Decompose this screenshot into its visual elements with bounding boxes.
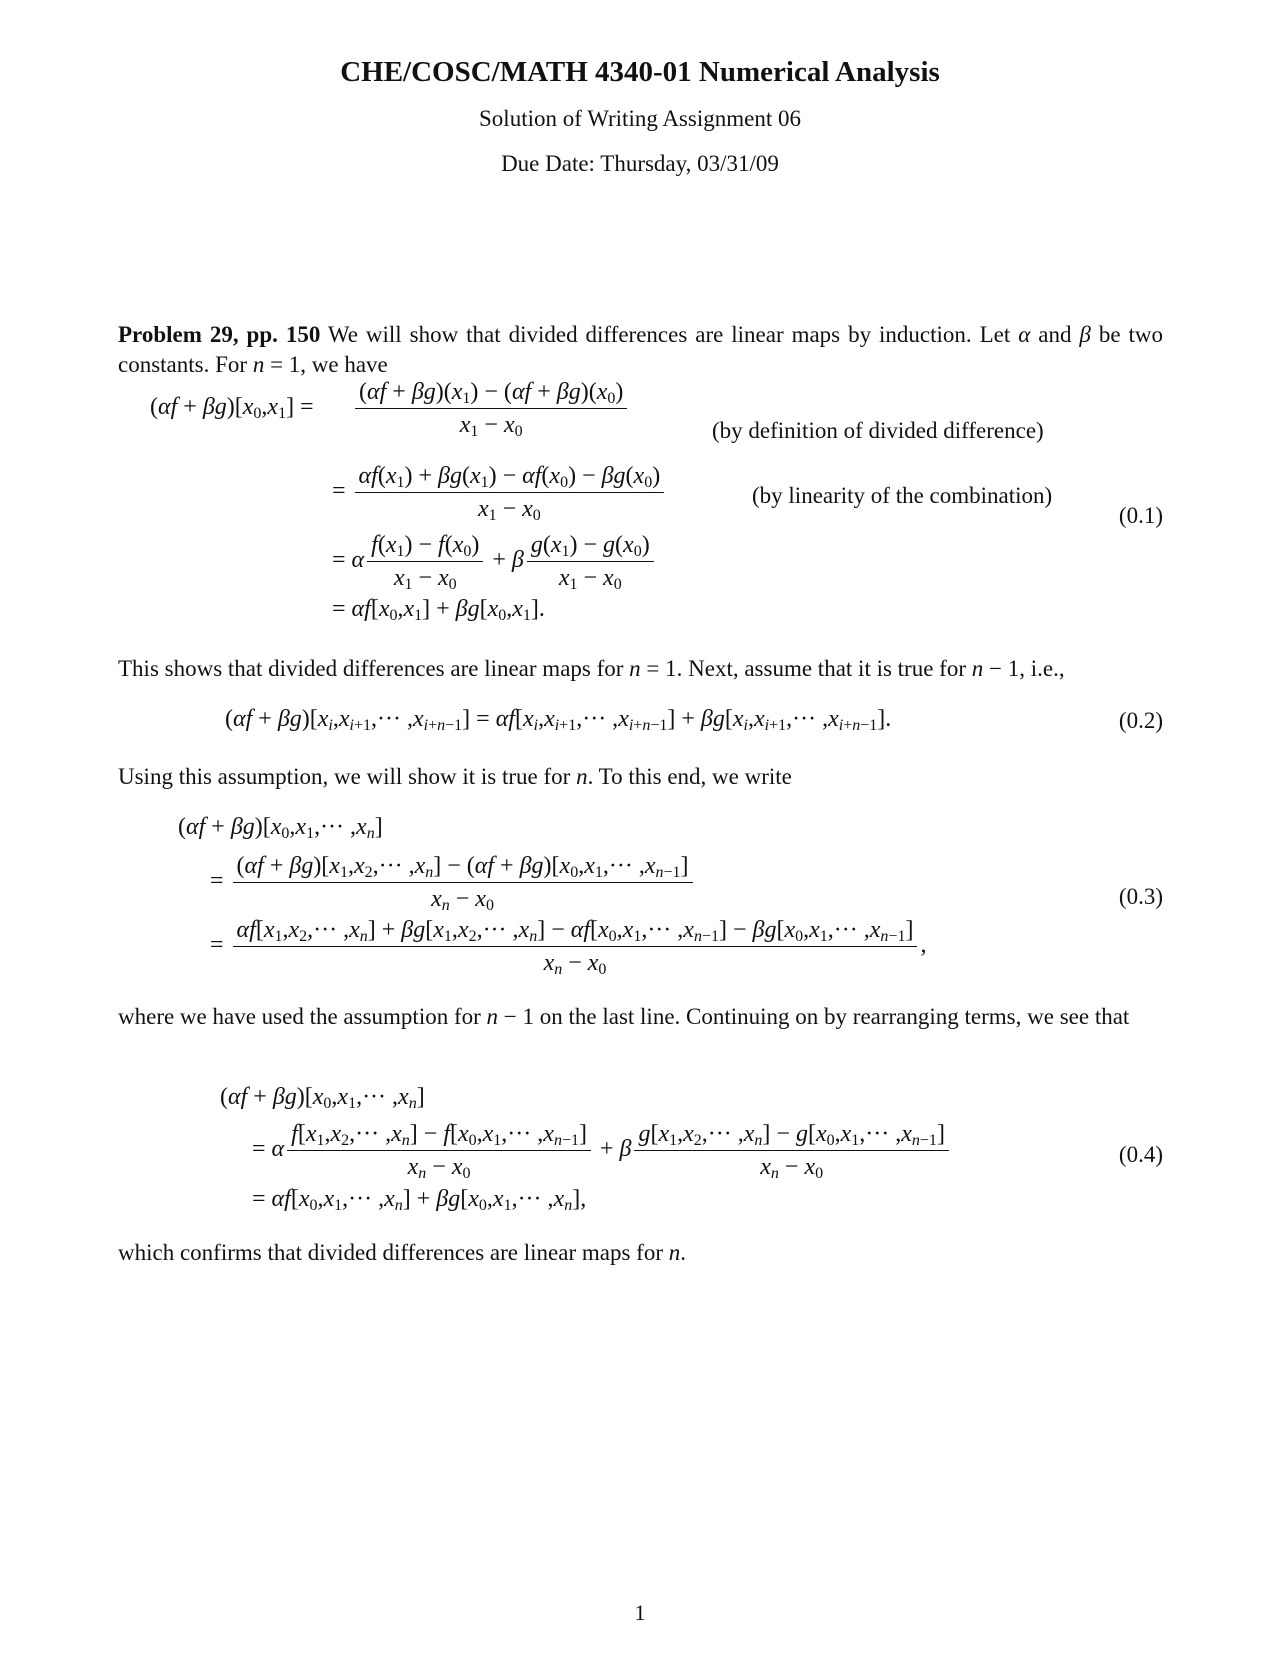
eq4-line1: = α $\frac{f[x_1,x_2,\cdot\cdot\cdot ,x_n] - f[x_0,x_1,\cdot\cdot\cdot ,x_{n-1}]}{x_n - x_0}$ + β $\frac{g[x_1,x_2,\cdot\cdot\cdot ,x_n] - g[x_0,x_1,\cdot\cdot\cdot ,x_{n-1}]}{x_n - x_0}$ [252, 1120, 952, 1181]
paragraph-conclusion: which confirms that divided differences are linear maps for n. [118, 1240, 686, 1265]
eq1-line2: = $\frac{\alpha f(x_1) + \beta g(x_1) - \alpha f(x_0) - \beta g(x_0)}{x_1 - x_0}$ [332, 462, 667, 523]
document-subtitle: Solution of Writing Assignment 06 [479, 106, 801, 131]
eq3-line2: = $\alpha f[x_1,x_2,\cdot\cdot\cdot ,x_n] + \beta g[x_1,x_2,\cdot\cdot\cdot ,x_n] - \alpha f[x_0,x_1,\cdot\cdot\cdot ,x_{n-1}] - \beta g[x_0,x_1,\cdot\cdot\cdot ,x_{n-1}]$ $x_n - x_0$ , [210, 917, 927, 978]
eq2: $(\alpha f + \beta g)[x_i,x_{i+1},\cdot\cdot\cdot ,x_{i+n-1}] = \alpha f[x_i,x_{i+1},\cdot\cdot\cdot ,x_{i+n-1}] + \beta g[x_i,x_{i+1},\cdot\cdot\cdot ,x_{i+n-1}]$. [225, 706, 892, 734]
eq1-lhs: $(\alpha f + \beta g)[x_0,x_1]$ = [150, 394, 314, 422]
note-definition: (by definition of divided difference) [712, 418, 1044, 443]
document-title: CHE/COSC/MATH 4340-01 Numerical Analysis [340, 56, 940, 88]
due-date: Due Date: Thursday, 03/31/09 [501, 151, 779, 176]
eq3-lhs: $(\alpha f + \beta g)[x_0,x_1,\cdot\cdot\cdot ,x_n]$ [178, 814, 383, 842]
equation-number-0-1: (0.1) [1118, 503, 1163, 528]
eq1-line3: = α $\frac{f(x_1) - f(x_0)}{x_1 - x_0}$ + β $\frac{g(x_1) - g(x_0)}{x_1 - x_0}$ [332, 531, 657, 592]
problem-label: Problem 29, pp. 150 [118, 322, 321, 347]
eq1-line1: $\frac{(\alpha f + \beta g)(x_1) - (\alpha f + \beta g)(x_0)}{x_1 - x_0}$ [352, 378, 630, 439]
eq3-line1: = $\frac{(\alpha f + \beta g)[x_1,x_2,\cdot\cdot\cdot ,x_n] - (\alpha f + \beta g)[x_0,x_1,\cdot\cdot\cdot ,x_{n-1}]}{x_n - x_0}$ [210, 852, 696, 913]
page-number: 1 [634, 1600, 646, 1625]
equation-number-0-4: (0.4) [1118, 1142, 1163, 1167]
equation-number-0-3: (0.3) [1118, 884, 1163, 909]
eq1-line4: = $\alpha f[x_0,x_1] + \beta g[x_0,x_1]$. [332, 596, 545, 624]
equation-number-0-2: (0.2) [1118, 708, 1163, 733]
paragraph-induction: This shows that divided differences are linear maps for n = 1. Next, assume that it is true for n − 1, i.e., [118, 656, 1065, 681]
paragraph-assumption: Using this assumption, we will show it is true for n. To this end, we write [118, 764, 792, 789]
eq4-line2: = $\alpha f[x_0,x_1,\cdot\cdot\cdot ,x_n] + \beta g[x_0,x_1,\cdot\cdot\cdot ,x_n]$, [252, 1186, 587, 1214]
note-linearity: (by linearity of the combination) [752, 483, 1053, 508]
paragraph-rearrange: where we have used the assumption for n − 1 on the last line. Continuing on by rearranging terms, we see that [118, 1004, 1130, 1029]
paragraph-intro: Problem 29, pp. 150 We will show that divided differences are linear maps by induction. Let α and β be two constants. For n = 1, we have [118, 322, 1164, 377]
eq4-lhs: $(\alpha f + \beta g)[x_0,x_1,\cdot\cdot\cdot ,x_n]$ [220, 1084, 425, 1112]
